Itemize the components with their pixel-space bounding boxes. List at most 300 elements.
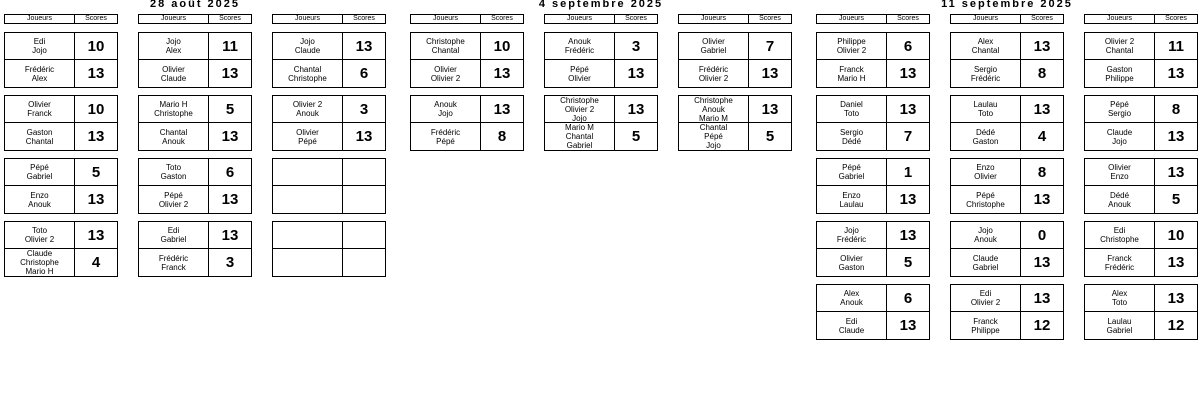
team-score: 12 <box>1167 317 1185 334</box>
team-score: 13 <box>899 191 917 208</box>
team-score: 5 <box>1171 191 1181 208</box>
team-score: 8 <box>497 128 507 145</box>
team-row <box>411 60 523 87</box>
team-row <box>5 222 117 249</box>
match-card <box>272 221 386 277</box>
players-header: Joueurs <box>817 15 887 23</box>
player-name: Alex <box>977 37 994 46</box>
player-name: Jojo <box>572 113 587 122</box>
team-players <box>273 159 343 185</box>
player-name: Edi <box>845 316 858 326</box>
team-score: 13 <box>1033 191 1051 208</box>
player-name: Alex <box>31 73 48 83</box>
player-name: Claude <box>972 253 999 263</box>
player-name: Gabriel <box>1106 325 1133 335</box>
team-score: 13 <box>1167 163 1185 181</box>
scores-header: Scores <box>219 15 241 22</box>
team-players <box>1085 249 1155 276</box>
match-card <box>950 158 1064 214</box>
player-name: Sergio <box>839 127 864 137</box>
team-row <box>139 186 251 213</box>
player-name: Olivier 2 <box>698 73 729 83</box>
players-header: Joueurs <box>951 15 1021 23</box>
team-players <box>817 222 887 248</box>
player-name: Olivier <box>434 64 457 74</box>
team-score: 6 <box>903 37 913 55</box>
team-players <box>951 285 1021 311</box>
team-row <box>1085 249 1197 276</box>
player-name: Anouk <box>28 199 51 209</box>
scores-header: Scores <box>85 15 107 22</box>
team-players <box>1085 60 1155 87</box>
scores-header: Scores <box>625 15 647 22</box>
team-row <box>5 60 117 87</box>
player-name: Edi <box>167 226 180 235</box>
players-header: Joueurs <box>411 15 481 23</box>
player-name: Anouk <box>974 235 997 244</box>
team-players <box>1085 123 1155 150</box>
player-name: Toto <box>843 109 860 118</box>
player-name: Jojo <box>844 226 859 235</box>
match-card <box>1084 221 1198 277</box>
player-name: Chantal <box>699 123 728 132</box>
match-card <box>1084 32 1198 88</box>
players-header: Joueurs <box>5 15 75 23</box>
team-row <box>5 123 117 150</box>
column-header <box>138 14 252 24</box>
column-header <box>272 14 386 24</box>
player-name: Christophe <box>288 73 327 83</box>
team-score: 13 <box>1167 128 1185 145</box>
team-row <box>1085 60 1197 87</box>
team-row <box>411 33 523 60</box>
team-score: 5 <box>631 128 641 145</box>
team-players <box>817 159 887 185</box>
column-header <box>544 14 658 24</box>
player-name: Gaston <box>26 127 53 137</box>
team-players <box>5 96 75 122</box>
team-score: 5 <box>903 254 913 271</box>
match-card <box>950 32 1064 88</box>
match-card <box>1084 284 1198 340</box>
match-card <box>678 32 792 88</box>
team-row <box>273 60 385 87</box>
team-players <box>139 96 209 122</box>
team-score: 10 <box>493 37 511 55</box>
team-players <box>679 96 749 122</box>
team-score: 1 <box>903 163 913 181</box>
team-score: 11 <box>1168 37 1184 55</box>
player-name: Frédéric <box>836 235 867 244</box>
team-score: 3 <box>225 254 235 271</box>
team-players <box>411 33 481 59</box>
scores-header: Scores <box>759 15 781 22</box>
player-name: Christophe <box>426 37 465 46</box>
team-score: 13 <box>493 100 511 118</box>
team-players <box>1085 159 1155 185</box>
player-name: Toto <box>977 109 994 118</box>
player-name: Olivier 2 <box>292 100 323 109</box>
team-score <box>343 249 385 276</box>
team-row <box>679 33 791 60</box>
team-row <box>411 123 523 150</box>
match-card <box>4 158 118 214</box>
team-players <box>411 123 481 150</box>
player-name: Chantal <box>971 46 1000 55</box>
player-name: Anouk <box>840 298 863 307</box>
player-name: Gabriel <box>566 141 593 150</box>
team-players <box>951 60 1021 87</box>
team-score: 13 <box>87 65 105 82</box>
player-name: Olivier 2 <box>158 199 189 209</box>
player-name: Anouk <box>1108 199 1131 209</box>
match-card <box>950 221 1064 277</box>
player-name: Olivier 2 <box>430 73 461 83</box>
player-name: Jojo <box>300 37 315 46</box>
players-header: Joueurs <box>679 15 749 23</box>
player-name: Edi <box>979 289 992 298</box>
team-score: 0 <box>1037 226 1047 244</box>
player-name: Mario H <box>159 100 188 109</box>
player-name: Claude <box>1106 127 1133 137</box>
day-title: 11 septembre 2025 <box>941 0 1073 10</box>
team-players <box>545 123 615 150</box>
team-row <box>1085 123 1197 150</box>
team-row <box>951 285 1063 312</box>
player-name: Frédéric <box>158 253 189 263</box>
player-name: Gaston <box>838 262 865 272</box>
column-header <box>4 14 118 24</box>
player-name: Edi <box>1113 226 1126 235</box>
team-score: 13 <box>355 37 373 55</box>
player-name: Toto <box>165 163 182 172</box>
team-score: 13 <box>1033 289 1051 307</box>
player-name: Mario M <box>699 113 728 122</box>
team-players <box>545 96 615 122</box>
player-name: Toto <box>31 226 48 235</box>
player-name: Pépé <box>1110 100 1129 109</box>
team-players <box>545 33 615 59</box>
team-row <box>951 222 1063 249</box>
team-score: 8 <box>1037 163 1047 181</box>
team-score: 3 <box>631 37 641 55</box>
player-name: Christophe <box>154 109 193 118</box>
team-players <box>411 96 481 122</box>
match-card <box>1084 158 1198 214</box>
scores-header: Scores <box>897 15 919 22</box>
team-row <box>679 60 791 87</box>
player-name: Claude <box>838 325 865 335</box>
day-title: 28 août 2025 <box>149 0 241 10</box>
player-name: Anouk <box>702 104 725 114</box>
team-row <box>5 33 117 60</box>
team-score: 13 <box>1033 37 1051 55</box>
team-row <box>951 249 1063 276</box>
team-row <box>679 123 791 150</box>
team-players <box>5 249 75 276</box>
player-name: Frédéric <box>698 64 729 74</box>
team-score: 13 <box>761 100 779 118</box>
team-score: 7 <box>903 128 913 145</box>
team-players <box>273 60 343 87</box>
team-players <box>5 33 75 59</box>
team-score: 6 <box>903 289 913 307</box>
team-score: 10 <box>1167 226 1185 244</box>
column-header <box>816 14 930 24</box>
team-score: 11 <box>222 37 238 55</box>
team-players <box>139 33 209 59</box>
team-row <box>545 123 657 150</box>
player-name: Christophe <box>1100 235 1139 244</box>
player-name: Gaston <box>160 172 187 181</box>
player-name: Sergio <box>973 64 998 74</box>
team-score <box>343 159 385 185</box>
team-players <box>817 249 887 276</box>
team-row <box>139 222 251 249</box>
player-name: Laulau <box>973 100 998 109</box>
match-card <box>272 32 386 88</box>
scores-header: Scores <box>1165 15 1187 22</box>
player-name: Dédé <box>1109 190 1130 200</box>
team-players <box>1085 285 1155 311</box>
team-row <box>1085 285 1197 312</box>
team-players <box>817 312 887 339</box>
team-row <box>273 159 385 186</box>
team-players <box>817 33 887 59</box>
team-row <box>817 312 929 339</box>
team-score: 13 <box>355 128 373 145</box>
team-row <box>273 123 385 150</box>
match-card <box>816 32 930 88</box>
team-score: 13 <box>87 226 105 244</box>
player-name: Chantal <box>565 132 594 141</box>
player-name: Pépé <box>570 64 589 74</box>
team-players <box>817 96 887 122</box>
team-row <box>817 96 929 123</box>
team-players <box>273 186 343 213</box>
player-name: Alex <box>165 46 182 55</box>
team-row <box>817 249 929 276</box>
team-players <box>139 123 209 150</box>
player-name: Enzo <box>842 190 861 200</box>
match-card <box>816 158 930 214</box>
player-name: Franck <box>1107 253 1132 263</box>
team-row <box>817 222 929 249</box>
player-name: Claude <box>160 73 187 83</box>
team-row <box>951 96 1063 123</box>
team-row <box>5 186 117 213</box>
player-name: Mario H <box>837 73 866 83</box>
team-score <box>343 186 385 213</box>
player-name: Gabriel <box>160 235 187 244</box>
team-players <box>139 222 209 248</box>
player-name: Chantal <box>25 136 54 146</box>
match-card <box>4 221 118 277</box>
player-name: Olivier 2 <box>24 235 55 244</box>
player-name: Philippe <box>837 37 866 46</box>
player-name: Claude <box>26 249 53 258</box>
team-score: 5 <box>91 163 101 181</box>
player-name: Olivier 2 <box>970 298 1001 307</box>
team-score: 13 <box>1167 65 1185 82</box>
player-name: Olivier <box>702 37 725 46</box>
team-score: 8 <box>1037 65 1047 82</box>
player-name: Enzo <box>30 190 49 200</box>
player-name: Olivier 2 <box>564 104 595 114</box>
team-players <box>679 60 749 87</box>
team-players <box>5 222 75 248</box>
player-name: Frédéric <box>1104 262 1135 272</box>
player-name: Franck <box>27 109 52 118</box>
team-row <box>951 186 1063 213</box>
team-row <box>139 249 251 276</box>
column-header <box>1084 14 1198 24</box>
team-score: 13 <box>627 65 645 82</box>
team-players <box>273 222 343 248</box>
player-name: Sergio <box>1107 109 1132 118</box>
team-players <box>951 222 1021 248</box>
player-name: Jojo <box>32 46 47 55</box>
player-name: Gabriel <box>700 46 727 55</box>
team-players <box>139 186 209 213</box>
match-card <box>138 158 252 214</box>
player-name: Dédé <box>975 127 996 137</box>
team-score: 6 <box>225 163 235 181</box>
player-name: Christophe <box>560 96 599 105</box>
team-players <box>951 123 1021 150</box>
match-card <box>816 95 930 151</box>
player-name: Chantal <box>431 46 460 55</box>
team-row <box>951 123 1063 150</box>
team-players <box>273 123 343 150</box>
player-name: Franck <box>161 262 186 272</box>
team-row <box>817 285 929 312</box>
team-players <box>951 96 1021 122</box>
scores-header: Scores <box>353 15 375 22</box>
team-players <box>273 33 343 59</box>
team-score: 10 <box>87 37 105 55</box>
match-card <box>4 32 118 88</box>
player-name: Philippe <box>1105 73 1134 83</box>
team-score: 13 <box>899 226 917 244</box>
team-row <box>1085 222 1197 249</box>
team-row <box>139 60 251 87</box>
column-header <box>950 14 1064 24</box>
team-players <box>545 60 615 87</box>
team-players <box>951 159 1021 185</box>
player-name: Olivier 2 <box>836 46 867 55</box>
team-players <box>139 159 209 185</box>
player-name: Gaston <box>1106 64 1133 74</box>
player-name: Philippe <box>971 325 1000 335</box>
player-name: Chantal <box>159 127 188 137</box>
team-players <box>5 186 75 213</box>
player-name: Olivier 2 <box>1104 37 1135 46</box>
team-row <box>951 60 1063 87</box>
team-players <box>817 123 887 150</box>
team-row <box>1085 159 1197 186</box>
player-name: Pépé <box>842 163 861 172</box>
team-row <box>817 159 929 186</box>
player-name: Christophe <box>966 199 1005 209</box>
team-score: 13 <box>87 191 105 208</box>
day-title: 4 septembre 2025 <box>538 0 664 10</box>
team-row <box>545 33 657 60</box>
team-row <box>139 33 251 60</box>
team-row <box>411 96 523 123</box>
team-score: 13 <box>1167 254 1185 271</box>
player-name: Chantal <box>1105 46 1134 55</box>
player-name: Franck <box>973 316 998 326</box>
team-row <box>951 33 1063 60</box>
player-name: Pépé <box>298 136 317 146</box>
team-players <box>273 96 343 122</box>
team-row <box>545 96 657 123</box>
player-name: Anouk <box>568 37 591 46</box>
column-header <box>678 14 792 24</box>
match-card <box>138 221 252 277</box>
player-name: Franck <box>839 64 864 74</box>
team-players <box>679 123 749 150</box>
team-players <box>1085 96 1155 122</box>
team-score <box>343 222 385 248</box>
team-score: 12 <box>1033 317 1051 334</box>
player-name: Toto <box>1111 298 1128 307</box>
player-name: Pépé <box>976 190 995 200</box>
player-name: Enzo <box>1110 172 1129 181</box>
team-score: 13 <box>761 65 779 82</box>
team-row <box>817 60 929 87</box>
match-card <box>950 284 1064 340</box>
player-name: Jojo <box>166 37 181 46</box>
team-score: 13 <box>221 191 239 208</box>
team-score: 13 <box>493 65 511 82</box>
player-name: Anouk <box>162 136 185 146</box>
team-score: 13 <box>1167 289 1185 307</box>
player-name: Frédéric <box>430 127 461 137</box>
team-row <box>5 249 117 276</box>
column-header <box>410 14 524 24</box>
team-players <box>817 186 887 213</box>
team-score: 13 <box>899 317 917 334</box>
team-players <box>5 159 75 185</box>
team-score: 7 <box>765 37 775 55</box>
players-header: Joueurs <box>1085 15 1155 23</box>
player-name: Olivier <box>974 172 997 181</box>
player-name: Olivier <box>1108 163 1131 172</box>
team-players <box>1085 222 1155 248</box>
team-score: 5 <box>765 128 775 145</box>
team-players <box>273 249 343 276</box>
player-name: Christophe <box>694 96 733 105</box>
team-row <box>817 33 929 60</box>
scores-header: Scores <box>1031 15 1053 22</box>
player-name: Pépé <box>30 163 49 172</box>
player-name: Gaston <box>972 136 999 146</box>
player-name: Christophe <box>20 258 59 267</box>
match-card <box>410 32 524 88</box>
team-row <box>1085 33 1197 60</box>
match-card <box>678 95 792 151</box>
match-card <box>816 221 930 277</box>
team-row <box>273 249 385 276</box>
team-row <box>273 96 385 123</box>
match-card <box>272 158 386 214</box>
match-card <box>272 95 386 151</box>
team-score: 13 <box>1033 100 1051 118</box>
team-score: 13 <box>221 65 239 82</box>
team-players <box>5 123 75 150</box>
